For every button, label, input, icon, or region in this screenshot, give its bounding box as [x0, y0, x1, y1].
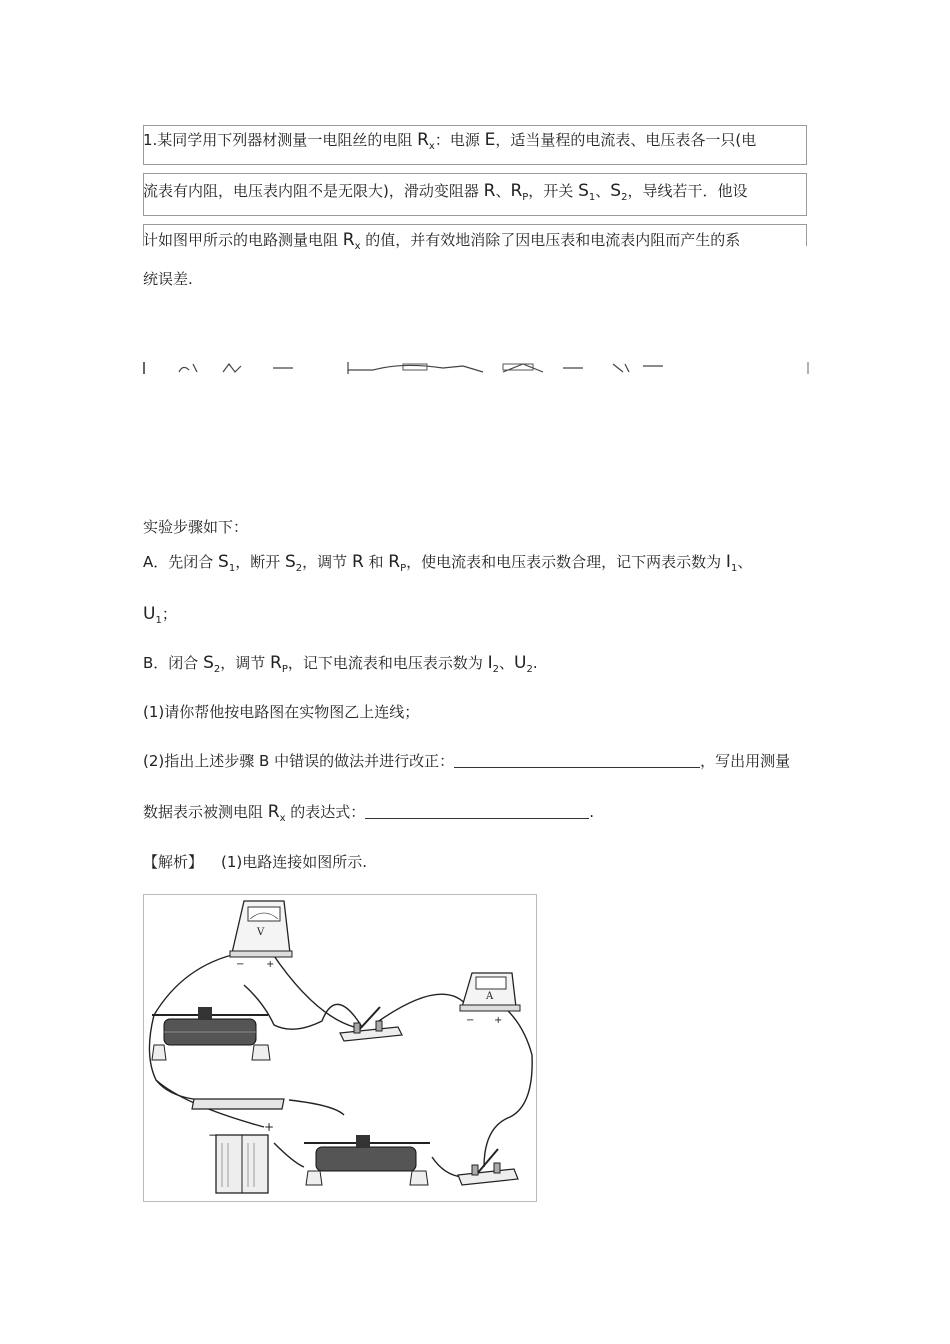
symbol-U: U [143, 604, 156, 624]
text: 计如图甲所示的电路测量电阻 [143, 231, 343, 249]
text: . [532, 654, 538, 672]
problem-line-2 [143, 179, 747, 203]
sub-1: 1 [730, 563, 738, 574]
text: 、 [737, 553, 753, 571]
text: 的表达式： [285, 803, 366, 821]
sub-P: P [400, 563, 407, 574]
problem-line-4 [143, 267, 193, 291]
sub-1: 1 [588, 192, 596, 203]
text: ，调节 [302, 553, 352, 571]
question-2-line-1 [143, 749, 790, 773]
text: 数据表示被测电阻 [143, 803, 268, 821]
question-2-line-2 [143, 800, 594, 824]
text: (1)请你帮他按电路图在实物图乙上连线； [143, 703, 420, 721]
text: ，调节 [220, 654, 271, 672]
answer-blank-2[interactable] [365, 804, 589, 819]
switch-2-icon [458, 1149, 518, 1185]
text: 流表有内阻，电压表内阻不是无限大)，滑动变阻器 [143, 182, 484, 200]
sub-P: P [522, 192, 529, 203]
step-a-line-1 [143, 550, 752, 574]
text: 、 [495, 182, 511, 200]
symbol-R: R [483, 181, 496, 201]
problem-line-3 [143, 228, 740, 252]
sub-1: 1 [228, 563, 236, 574]
text: 的值，并有效地消除了因电压表和电流表内阻而产生的系 [360, 231, 741, 249]
symbol-R: R [342, 230, 355, 250]
symbol-E: E [484, 130, 496, 150]
symbol-R: R [417, 130, 429, 150]
text: ，记下电流表和电压表示数为 [287, 654, 488, 672]
ammeter-plus: + [494, 1015, 503, 1026]
sub-P: P [281, 664, 288, 675]
symbol-S: S [203, 653, 214, 673]
text: ，断开 [235, 553, 285, 571]
symbol-S: S [578, 181, 589, 201]
problem-line-1 [143, 128, 756, 152]
text: ； [161, 605, 177, 623]
symbol-S: S [218, 552, 229, 572]
text: ，导线若干．他设 [627, 182, 748, 200]
text: 实验步骤如下： [143, 518, 249, 536]
sub-2: 2 [526, 664, 533, 675]
step-b [143, 651, 538, 675]
sub-x: x [428, 141, 435, 152]
text: A．先闭合 [143, 553, 219, 571]
solution-text: (1)电路连接如图所示. [221, 853, 368, 871]
voltmeter-minus: − [236, 959, 245, 970]
rheostat-top-icon [152, 1007, 270, 1060]
ammeter-label: A [486, 991, 494, 1002]
sub-2: 2 [295, 563, 303, 574]
symbol-S: S [610, 181, 622, 201]
symbol-S: S [284, 552, 296, 572]
text: ：电源 [434, 131, 485, 149]
step-a-line-2 [143, 602, 177, 626]
symbol-I: I [725, 552, 731, 572]
symbol-R: R [510, 181, 523, 201]
text: . [589, 803, 595, 821]
sub-x: x [279, 813, 286, 824]
ammeter-icon [460, 973, 520, 1026]
text: ，使电流表和电压表示数合理，记下两表示数为 [406, 553, 726, 571]
sub-2: 2 [621, 192, 628, 203]
symbol-R: R [388, 552, 401, 572]
voltmeter-plus: + [266, 959, 275, 970]
symbol-R: R [351, 552, 364, 572]
voltmeter-icon [230, 901, 292, 970]
text: (2)指出上述步骤 B 中错误的做法并进行改正： [143, 752, 455, 770]
ammeter-minus: − [466, 1015, 475, 1026]
symbol-I: I [487, 653, 493, 673]
sub-2: 2 [213, 664, 221, 675]
clipped-circuit-figure [143, 362, 809, 374]
sub-2: 2 [492, 664, 500, 675]
answer-blank-1[interactable] [454, 753, 700, 768]
symbol-R: R [270, 653, 282, 673]
question-1 [143, 700, 419, 724]
solution-label: 【解析】 [143, 853, 204, 871]
battery-icon [208, 1120, 274, 1193]
sub-x: x [354, 241, 361, 252]
text: 1.某同学用下列器材测量一电阻丝的电阻 [143, 131, 418, 149]
symbol-U: U [514, 653, 527, 673]
battery-plus: + [264, 1120, 275, 1134]
rheostat-bottom-icon [304, 1135, 430, 1185]
text: 统误差. [143, 270, 193, 288]
steps-title [143, 515, 248, 539]
symbol-R: R [267, 802, 280, 822]
text: 和 [363, 553, 389, 571]
text: B．闭合 [143, 654, 204, 672]
text: ，适当量程的电流表、电压表各一只(电 [495, 131, 757, 149]
text: 、 [499, 654, 515, 672]
resistance-bar-icon [192, 1099, 284, 1109]
text: ，开关 [528, 182, 579, 200]
circuit-wiring-figure [143, 894, 537, 1202]
text: ，写出用测量 [700, 752, 791, 770]
battery-minus: − [208, 1128, 219, 1142]
circuit-drawing [144, 895, 536, 1201]
voltmeter-label: V [257, 927, 265, 938]
solution-line [143, 850, 367, 874]
sub-1: 1 [155, 615, 162, 626]
text: 、 [595, 182, 611, 200]
